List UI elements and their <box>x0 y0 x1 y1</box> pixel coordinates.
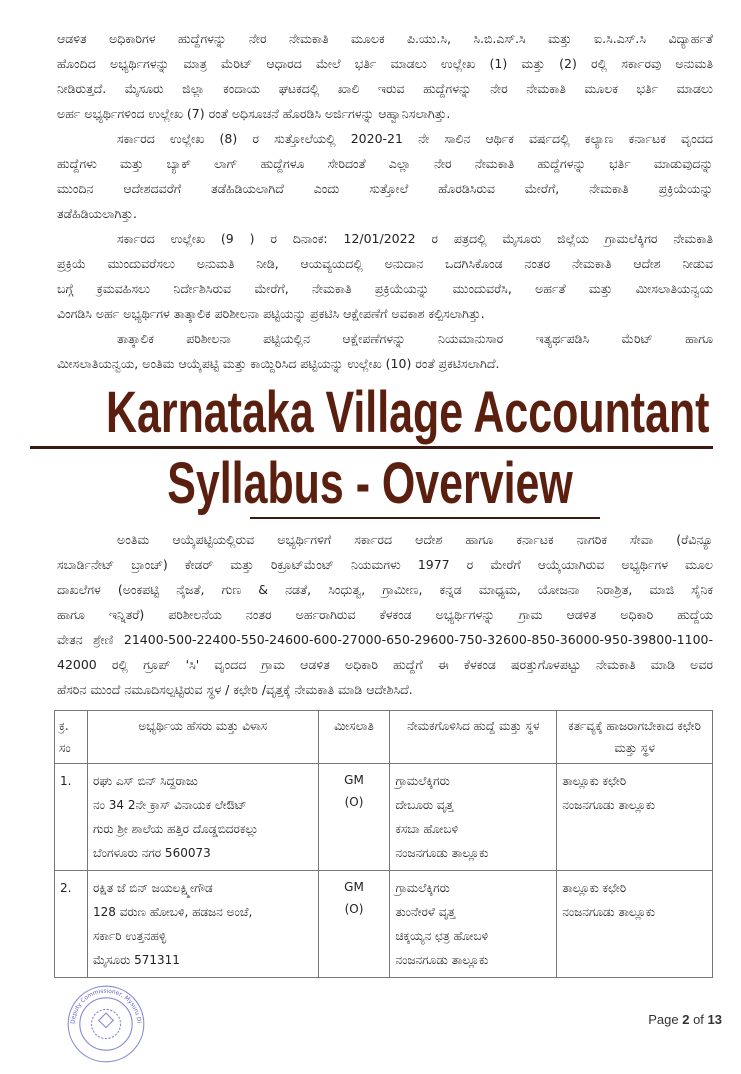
paragraph-line: ಹೊಂದಿದ ಅಭ್ಯರ್ಥಿಗಳನ್ನು ಮಾತ್ರ ಮೆರಿಟ್ ಆಧಾರದ ಮೇಲೆ ಭರ್ತಿ ಮಾಡಲು ಉಲ್ಲೇಖ (1) ಮತ್ತು (2) ರಲ್ಲಿ ಸರ್ಕಾರವು ಅನುಮತಿ <box>57 56 713 71</box>
page-of: of <box>693 1012 704 1027</box>
post-line: ಕಸಬಾ ಹೋಬಳಿ <box>395 822 459 836</box>
paragraph-line: ಮುಂದಿನ ಆದೇಶದವರೆಗೆ ತಡೆಹಿಡಿಯಲಾಗಿದೆ ಎಂದು ಸುತ್ತೋಲೆ ಹೊರಡಿಸಿರುವ ಮೇರೆಗೆ, ನೇಮಕಾತಿ ಪ್ರಕ್ರಿಯೆಯನ್ನು <box>57 181 713 196</box>
cell-address <box>87 871 318 978</box>
reservation-line: GM <box>344 880 364 894</box>
paragraph-line: ತಾತ್ಕಾಲಿಕ ಪರಿಶೀಲನಾ ಪಟ್ಟಿಯಲ್ಲಿನ ಆಕ್ಷೇಪಣೆಗಳನ್ನು ನಿಯಮಾನುಸಾರ ಇತ್ಯರ್ಥಪಡಿಸಿ ಮೆರಿಟ್ ಹಾಗೂ <box>117 331 713 346</box>
paragraph-line: ಮೀಸಲಾತಿಯನ್ವಯ, ಅಂತಿಮ ಆಯ್ಕೆಪಟ್ಟಿ ಮತ್ತು ಕಾಯ್ದಿರಿಸಿದ ಪಟ್ಟಿಯನ್ನು ಉಲ್ಲೇಖ (10) ರಂತೆ ಪ್ರಕಟಿಸಲಾಗಿದೆ. <box>57 356 500 371</box>
header-sl: ಕ್ರ. ಸಂ <box>55 711 88 764</box>
overlay-title-text: Karnataka Village Accountant <box>106 380 710 445</box>
address-line: 128 ವರುಣ ಹೋಬಳಿ, ಹಡಜನ ಅಂಚೆ, <box>92 905 253 919</box>
post-line: ನಂಜನಗೂಡು ತಾಲ್ಲೂಕು <box>395 846 489 860</box>
post-line: ಚಿಕ್ಕಯ್ಯನ ಛತ್ರ ಹೋಬಳಿ <box>395 929 489 943</box>
paragraph-line: ವೇತನ ಶ್ರೇಣಿ 21400-500-22400-550-24600-600-27000-650-29600-750-32600-850-36000-950-39800-1100- <box>57 632 713 647</box>
cell-office <box>557 764 713 871</box>
page-number <box>648 1012 722 1027</box>
appointment-table <box>54 710 713 978</box>
overlay-title-line1 <box>0 382 741 444</box>
cell-sl: 2. <box>55 871 88 978</box>
post-line: ತುಂನೇರಳೆ ವೃತ್ತ <box>395 905 456 919</box>
header-name-address: ಅಭ್ಯರ್ಥಿಯ ಹೆಸರು ಮತ್ತು ವಿಳಾಸ <box>87 711 318 764</box>
paragraph-line: ಅಂತಿಮ ಆಯ್ಕೆಪಟ್ಟಿಯಲ್ಲಿರುವ ಅಭ್ಯರ್ಥಿಗಳಿಗೆ ಸರ್ಕಾರದ ಆದೇಶ ಹಾಗೂ ಕರ್ನಾಟಕ ನಾಗರಿಕ ಸೇವಾ (ರೆವಿನ್ಯೂ <box>117 532 713 547</box>
paragraph-line: ಹಾಗೂ ಇನ್ನಿತರೆ) ಪರಿಶೀಲನೆಯ ನಂತರ ಅರ್ಹರಾಗಿರುವ ಕೆಳಕಂಡ ಅಭ್ಯರ್ಥಿಗಳನ್ನು ಗ್ರಾಮ ಆಡಳಿತ ಅಧಿಕಾರಿ ಹುದ್ದೆಯ <box>57 607 713 622</box>
title-underline <box>30 446 713 449</box>
cell-address <box>87 764 318 871</box>
office-line: ನಂಜನಗೂಡು ತಾಲ್ಲೂಕು <box>562 905 656 919</box>
address-line: ನಂ 34 2ನೇ ಕ್ರಾಸ್ ವಿನಾಯಕ ಲೇಔಟ್ <box>92 798 247 812</box>
address-line: ಸರ್ಕಾರಿ ಉತ್ತನಹಳ್ಳಿ <box>92 929 167 943</box>
cell-reservation <box>318 871 390 978</box>
address-line: ಮೈಸೂರು 571311 <box>92 953 180 967</box>
paragraph-line: ತಡೆಹಿಡಿಯಲಾಗಿತ್ತು. <box>57 206 137 221</box>
paragraph-line: ನೀಡಿರುತ್ತದೆ. ಮೈಸೂರು ಜಿಲ್ಲಾ ಕಂದಾಯ ಘಟಕದಲ್ಲಿ ಖಾಲಿ ಇರುವ ಹುದ್ದೆಗಳನ್ನು ನೇರ ನೇಮಕಾತಿ ಮೂಲಕ ಭರ್ತಿ ಮಾಡಲು <box>57 81 713 96</box>
overlay-subtitle-text: Syllabus - Overview <box>167 451 574 516</box>
page-total: 13 <box>707 1012 722 1027</box>
page-footer <box>66 984 722 1064</box>
paragraph-line: ಪ್ರಕ್ರಿಯೆ ಮುಂದುವರೆಸಲು ಅನುಮತಿ ನೀಡಿ, ಆಯವ್ಯಯದಲ್ಲಿ ಅನುದಾನ ಒದಗಿಸಿಕೊಂಡ ನಂತರ ನೇಮಕಾತಿ ಆದೇಶ ನೀಡುವ <box>57 256 713 271</box>
reservation-line: GM <box>344 773 364 787</box>
post-line: ಗ್ರಾಮಲೆಕ್ಕಿಗರು <box>395 881 450 895</box>
address-line: ರಕ್ಷಿತ ಜೆ ಬಿನ್ ಜಯಲಕ್ಷ್ಮೀಗೌಡ <box>92 881 213 895</box>
office-line: ನಂಜನಗೂಡು ತಾಲ್ಲೂಕು <box>562 798 656 812</box>
page-label: Page <box>648 1012 679 1027</box>
office-line: ತಾಲ್ಲೂಕು ಕಛೇರಿ <box>562 881 627 895</box>
table-header-row <box>55 711 713 764</box>
overlay-title-band <box>0 382 741 519</box>
cell-sl: 1. <box>55 764 88 871</box>
cell-reservation <box>318 764 390 871</box>
cell-office <box>557 871 713 978</box>
paragraph-line: ಆಡಳಿತ ಅಧಿಕಾರಿಗಳ ಹುದ್ದೆಗಳನ್ನು ನೇರ ನೇಮಕಾತಿ ಮೂಲಕ ಪಿ.ಯು.ಸಿ, ಸಿ.ಬಿ.ಎಸ್.ಸಿ ಮತ್ತು ಐ.ಸಿ.ಎಸ್.ಸಿ ವಿದ್ಯಾರ್ಹತೆ <box>57 31 713 46</box>
paragraph-line: ಸರ್ಕಾರದ ಉಲ್ಲೇಖ (9 ) ರ ದಿನಾಂಕ: 12/01/2022 ರ ಪತ್ರದಲ್ಲಿ ಮೈಸೂರು ಜಿಲ್ಲೆಯ ಗ್ರಾಮಲೆಕ್ಕಿಗರ ನೇಮಕಾತಿ <box>117 231 713 246</box>
paragraph-line: ಸಬಾರ್ಡಿನೇಟ್ ಬ್ರಾಂಚ್) ಕೇಡರ್ ಮತ್ತು ರಿಕ್ರೂಟ್‌ಮೆಂಟ್ ನಿಯಮಗಳು 1977 ರ ಮೇರೆಗೆ ಆಯ್ಕೆಯಾಗಿರುವ ಅಭ್ಯರ್ಥಿಗಳ ಮೂಲ <box>57 557 713 572</box>
paragraph-line: ಹುದ್ದೆಗಳು ಮತ್ತು ಬ್ಯಾಕ್ ಲಾಗ್ ಹುದ್ದೆಗಳೂ ಸೇರಿದಂತೆ ಎಲ್ಲಾ ನೇರ ನೇಮಕಾತಿ ಹುದ್ದೆಗಳನ್ನು ಭರ್ತಿ ಮಾಡುವುದನ್ನು <box>57 156 713 171</box>
address-line: ರಘು ಎಸ್ ಬಿನ್ ಸಿದ್ದರಾಜು <box>92 774 198 788</box>
header-office: ಕರ್ತವ್ಯಕ್ಕೆ ಹಾಜರಾಗಬೇಕಾದ ಕಛೇರಿ ಮತ್ತು ಸ್ಥಳ <box>557 711 713 764</box>
header-reservation: ಮೀಸಲಾತಿ <box>318 711 390 764</box>
paragraph-line: ದಾಖಲೆಗಳ (ಅಂಕಪಟ್ಟಿ ನೈಜತೆ, ಗುಣ & ನಡತೆ, ಸಿಂಧುತ್ವ, ಗ್ರಾಮೀಣ, ಕನ್ನಡ ಮಾಧ್ಯಮ, ಯೋಜನಾ ನಿರಾಶ್ರಿತ, ಮಾಜಿ ಸೈನಿಕ <box>57 582 713 597</box>
page-current: 2 <box>682 1012 690 1027</box>
table-row <box>55 764 713 871</box>
address-line: ಬೆಂಗಳೂರು ನಗರ 560073 <box>92 846 211 860</box>
title-strike-line <box>250 517 600 519</box>
paragraph-line: ವಿಂಗಡಿಸಿ ಅರ್ಹ ಅಭ್ಯರ್ಥಿಗಳ ತಾತ್ಕಾಲಿಕ ಪರಿಶೀಲನಾ ಪಟ್ಟಿಯನ್ನು ಪ್ರಕಟಿಸಿ ಆಕ್ಷೇಪಣೆಗೆ ಅವಕಾಶ ಕಲ್ಪಿಸಲಾಗಿತ್ತು. <box>57 306 485 321</box>
paragraph-line: ಅರ್ಹ ಅಭ್ಯರ್ಥಿಗಳಿಂದ ಉಲ್ಲೇಖ (7) ರಂತೆ ಅಧಿಸೂಚನೆ ಹೊರಡಿಸಿ ಅರ್ಜಿಗಳನ್ನು ಆಹ್ವಾನಿಸಲಾಗಿತ್ತು. <box>57 106 451 121</box>
overlay-title-line2 <box>0 453 741 515</box>
post-line: ನಂಜನಗೂಡು ತಾಲ್ಲೂಕು <box>395 953 489 967</box>
address-line: ಗುರು ಶ್ರೀ ಶಾಲೆಯ ಹತ್ತಿರ ದೊಡ್ಡಬಿದರಕಲ್ಲು <box>92 822 259 836</box>
cell-post <box>390 871 557 978</box>
cell-post <box>390 764 557 871</box>
reservation-line: (O) <box>344 902 364 916</box>
office-line: ತಾಲ್ಲೂಕು ಕಛೇರಿ <box>562 774 627 788</box>
paragraph-line: ಸರ್ಕಾರದ ಉಲ್ಲೇಖ (8) ರ ಸುತ್ತೋಲೆಯಲ್ಲಿ 2020-21 ನೇ ಸಾಲಿನ ಆರ್ಥಿಕ ವರ್ಷದಲ್ಲಿ ಕಲ್ಯಾಣ ಕರ್ನಾಟಕ ವೃಂದದ <box>117 131 713 146</box>
svg-text:Deputy Commissioner, Mysuru Di: Deputy Commissioner, Mysuru Di <box>70 988 142 1025</box>
post-line: ದೇಬೂರು ವೃತ್ತ <box>395 798 454 812</box>
paragraph-line: ಹೆಸರಿನ ಮುಂದೆ ನಮೂದಿಸಲ್ಪಟ್ಟಿರುವ ಸ್ಥಳ / ಕಛೇರಿ /ವೃತ್ತಕ್ಕೆ ನೇಮಕಾತಿ ಮಾಡಿ ಆದೇಶಿಸಿದೆ. <box>57 682 413 697</box>
reservation-line: (O) <box>344 795 364 809</box>
paragraph-line: 42000 ರಲ್ಲಿ ಗ್ರೂಪ್ 'ಸಿ' ವೃಂದದ ಗ್ರಾಮ ಆಡಳಿತ ಅಧಿಕಾರಿ ಹುದ್ದೆಗೆ ಈ ಕೆಳಕಂಡ ಷರತ್ತುಗೊಳಪಟ್ಟು ನೇಮಕಾತಿ ಮಾಡಿ ಅವರ <box>57 657 713 672</box>
post-line: ಗ್ರಾಮಲೆಕ್ಕಿಗರು <box>395 774 450 788</box>
document-body <box>57 26 713 376</box>
header-post-place: ನೇಮಕಗೊಳಿಸಿದ ಹುದ್ದೆ ಮತ್ತು ಸ್ಥಳ <box>390 711 557 764</box>
document-body-continued <box>57 527 713 702</box>
table-row <box>55 871 713 978</box>
official-seal-stamp <box>66 984 146 1064</box>
paragraph-line: ಬಗ್ಗೆ ಕ್ರಮವಹಿಸಲು ನಿರ್ದೇಶಿಸಿರುವ ಮೇರೆಗೆ, ನೇಮಕಾತಿ ಪ್ರಕ್ರಿಯೆಯನ್ನು ಮುಂದುವರೆಸಿ, ಅರ್ಹತೆ ಮತ್ತು ಮೀಸಲಾತಿಯನ್ವಯ <box>57 281 713 296</box>
